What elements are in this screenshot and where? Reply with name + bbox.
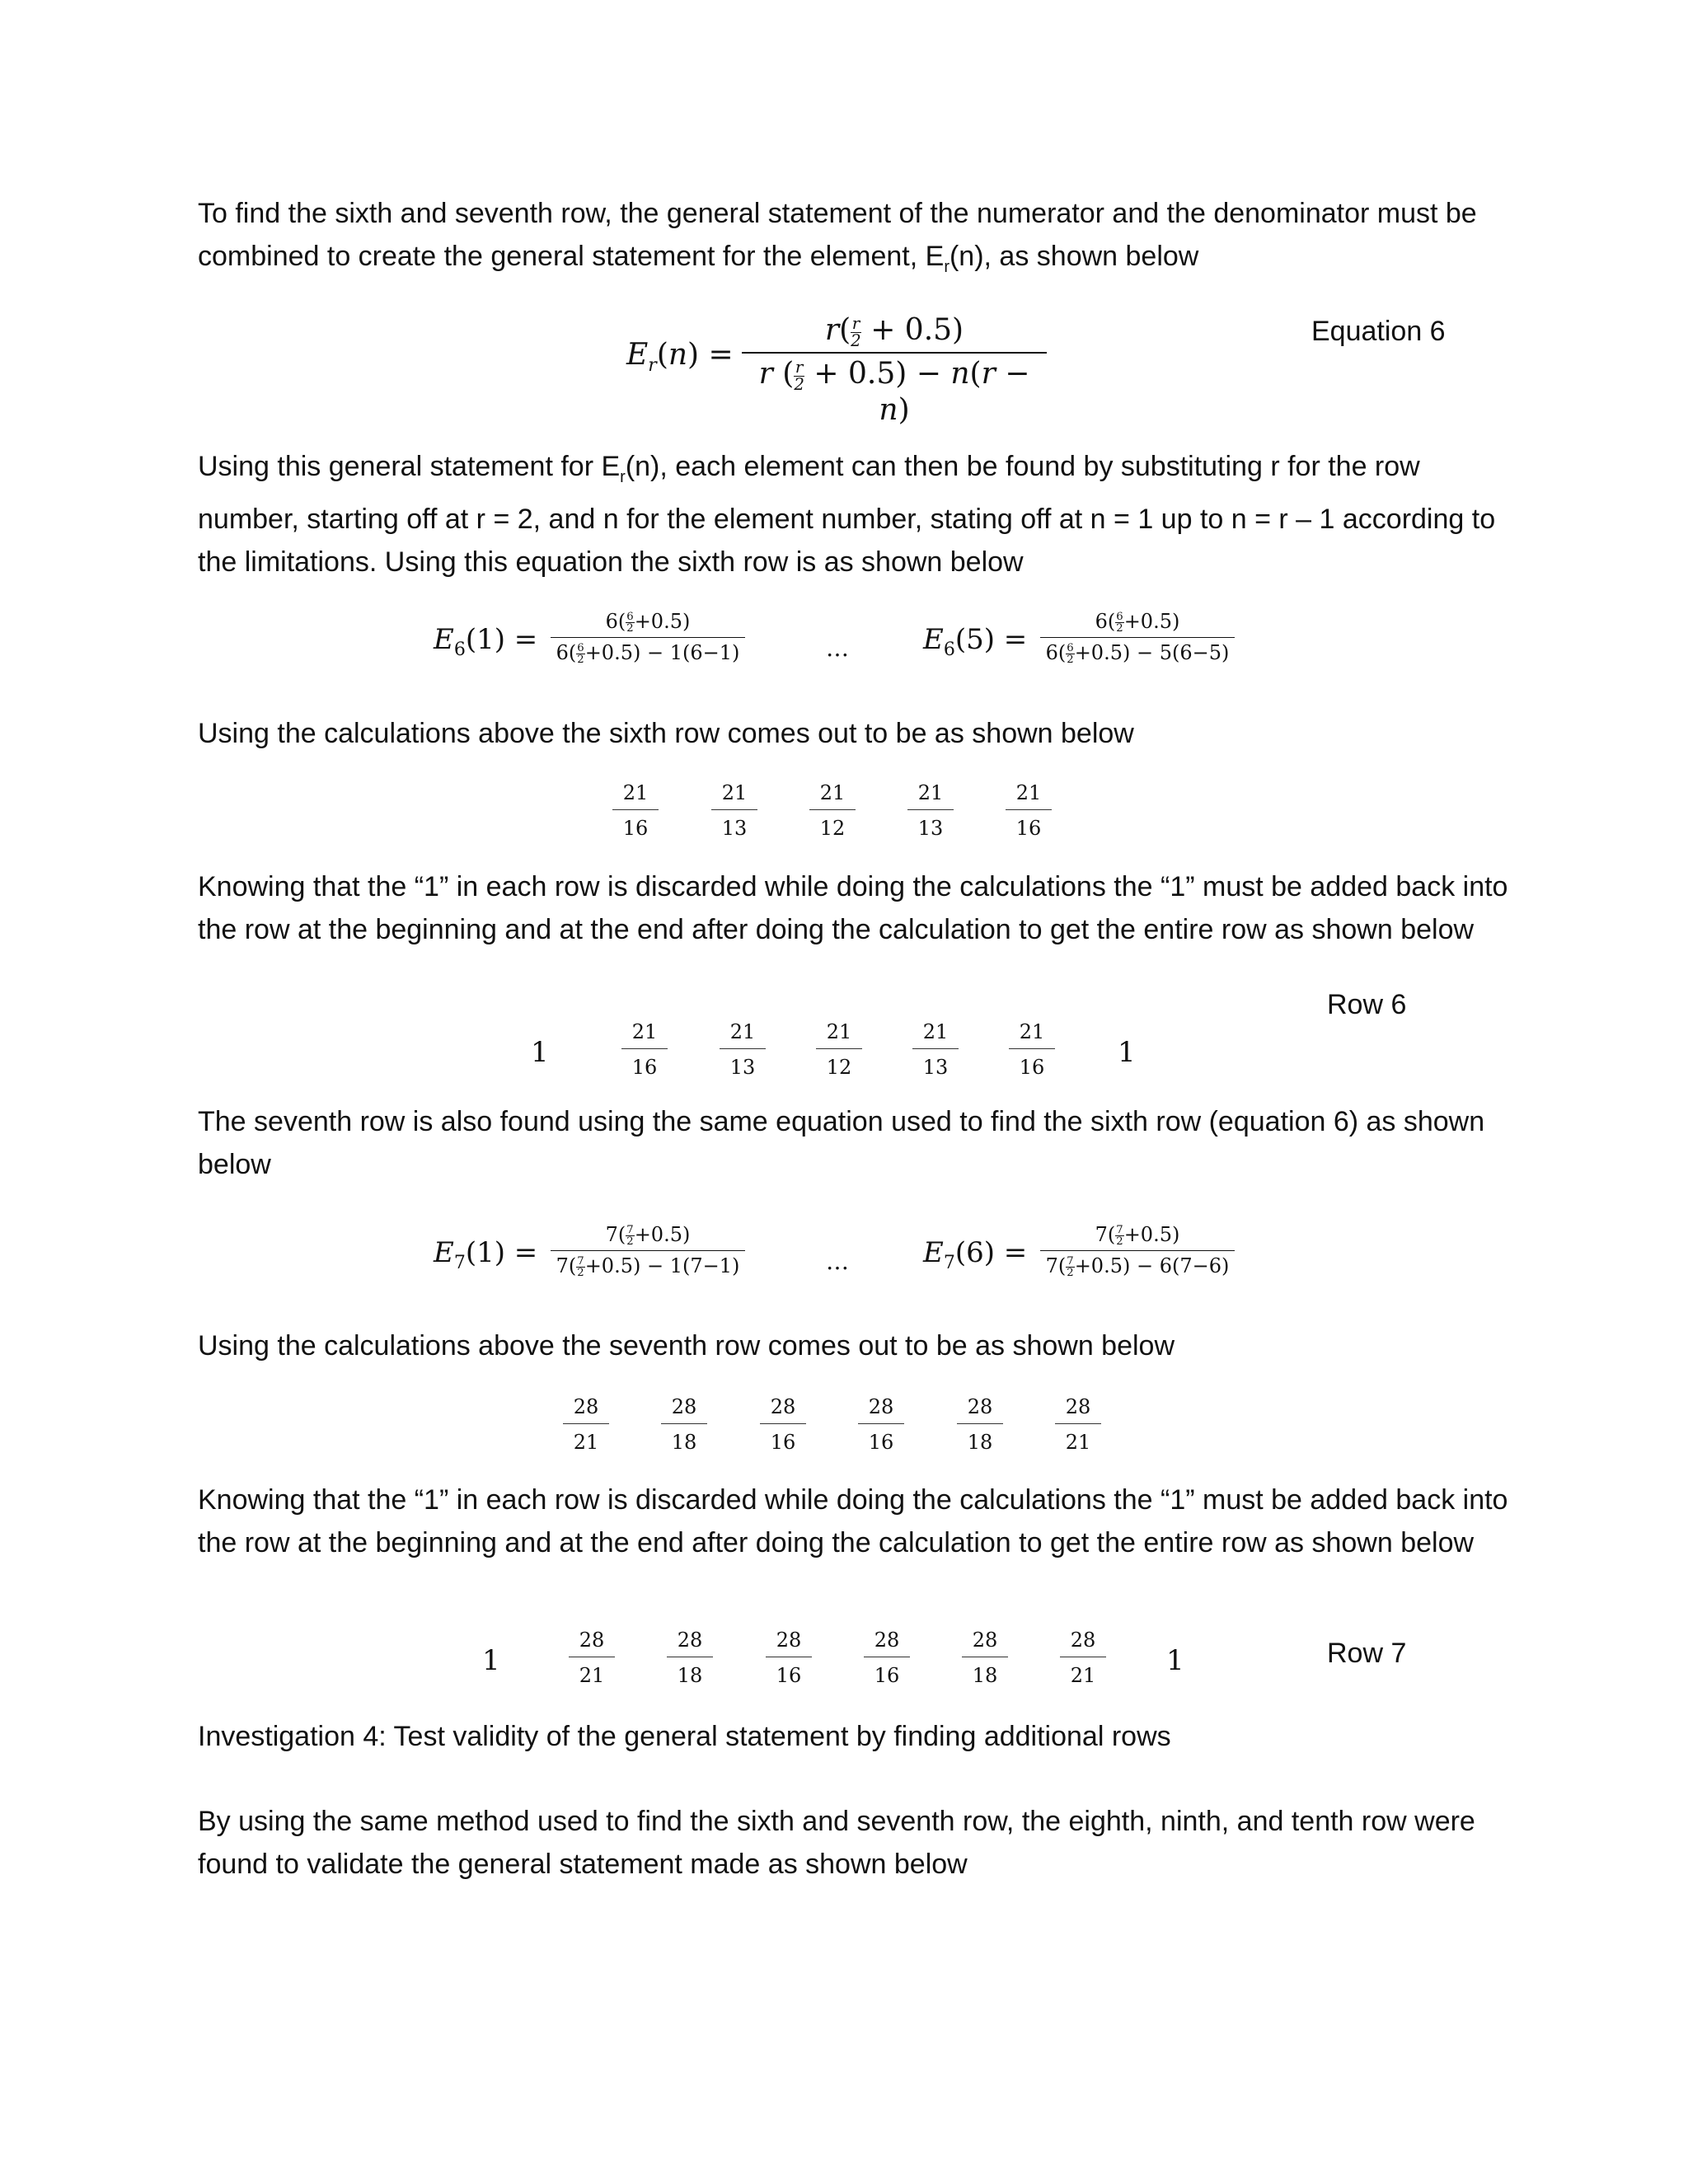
additional-rows-paragraph: By using the same method used to find the sixth and seventh row, the eighth, ninth, and tenth row were found to validate the general statement made as shown below xyxy=(198,1806,1475,1880)
e6-1-fraction xyxy=(551,610,745,665)
e7-1-denominator: 7( $\frac{7}{2}$ +0.5) − 1(7−1) xyxy=(556,1254,740,1280)
equation-numerator: r( $\frac{r}{2}$ + 0.5) xyxy=(742,313,1047,354)
row7a-frac-2: $\frac{28}{18}$ xyxy=(661,1395,707,1454)
row7a-frac-1: $\frac{28}{21}$ xyxy=(563,1395,609,1454)
investigation-4-heading: Investigation 4: Test validity of the general statement by finding additional rows xyxy=(198,1721,1171,1752)
row6a-frac-5: $\frac{21}{16}$ xyxy=(1006,781,1052,840)
equation-number-label: Equation 6 xyxy=(1311,316,1446,347)
e6-5-fraction xyxy=(1040,610,1235,665)
e7-1-fraction xyxy=(551,1223,745,1278)
general-equation xyxy=(742,313,1047,427)
ellipsis-7: … xyxy=(826,1248,849,1275)
e6-5-lhs: $E_6(5)$ = xyxy=(923,623,1028,660)
row7a-frac-3: $\frac{28}{16}$ xyxy=(760,1395,806,1454)
row6a-frac-2: $\frac{21}{13}$ xyxy=(711,781,757,840)
row7-frac-5: $\frac{28}{18}$ xyxy=(962,1629,1008,1687)
row6-one-left: 1 xyxy=(531,1036,549,1069)
ellipsis-6: … xyxy=(826,635,849,662)
row7-label: Row 7 xyxy=(1327,1638,1407,1669)
row6a-frac-4: $\frac{21}{13}$ xyxy=(907,781,954,840)
row6-frac-3: $\frac{21}{12}$ xyxy=(816,1020,862,1079)
e6-5-denominator: 6( $\frac{6}{2}$ +0.5) − 5(6−5) xyxy=(1045,641,1230,667)
row7-one-left: 1 xyxy=(482,1644,500,1677)
row6-frac-4: $\frac{21}{13}$ xyxy=(912,1020,959,1079)
e7-6-lhs: $E_7(6)$ = xyxy=(923,1236,1028,1273)
seventh-row-method: The seventh row is also found using the same equation used to find the sixth row (equation 6) as shown below xyxy=(198,1106,1485,1180)
row7-frac-4: $\frac{28}{16}$ xyxy=(864,1629,910,1687)
row7-frac-3: $\frac{28}{16}$ xyxy=(766,1629,812,1687)
e7-6-numerator: 7( $\frac{7}{2}$ +0.5) xyxy=(1040,1223,1235,1251)
e7-1-numerator: 7( $\frac{7}{2}$ +0.5) xyxy=(551,1223,745,1251)
substitution-paragraph: Using this general statement for $E_r(n)$, each element can then be found by substituting r for the row number, starting off at r = 2, and n for the element number, stating off at n = 1 up to n = r – 1 according to the limitations. Using this equation the sixth row is as shown below xyxy=(198,451,1496,578)
e6-1-numerator: 6( $\frac{6}{2}$ +0.5) xyxy=(551,610,745,638)
e7-6-fraction xyxy=(1040,1223,1235,1278)
row7a-frac-6: $\frac{28}{21}$ xyxy=(1055,1395,1101,1454)
row7-one-right: 1 xyxy=(1166,1644,1184,1677)
row6-frac-5: $\frac{21}{16}$ xyxy=(1009,1020,1055,1079)
row6-label: Row 6 xyxy=(1327,989,1407,1020)
row7a-frac-5: $\frac{28}{18}$ xyxy=(957,1395,1003,1454)
row7a-frac-4: $\frac{28}{16}$ xyxy=(858,1395,904,1454)
row6-one-right: 1 xyxy=(1118,1036,1136,1069)
e6-1-denominator: 6( $\frac{6}{2}$ +0.5) − 1(6−1) xyxy=(556,641,740,667)
row6-frac-2: $\frac{21}{13}$ xyxy=(720,1020,766,1079)
equation-lhs: $E_r(n)$ = xyxy=(626,338,734,377)
row7-frac-6: $\frac{28}{21}$ xyxy=(1060,1629,1106,1687)
row6a-frac-3: $\frac{21}{12}$ xyxy=(809,781,856,840)
e6-5-numerator: 6( $\frac{6}{2}$ +0.5) xyxy=(1040,610,1235,638)
row7-frac-1: $\frac{28}{21}$ xyxy=(569,1629,615,1687)
e6-1-lhs: $E_6(1)$ = xyxy=(434,623,538,660)
equation-denominator: r ( $\frac{r}{2}$ + 0.5) − n(r − n) xyxy=(758,357,1030,427)
e7-6-denominator: 7( $\frac{7}{2}$ +0.5) − 6(7−6) xyxy=(1045,1254,1230,1280)
add-ones-paragraph-6: Knowing that the “1” in each row is discarded while doing the calculations the “1” must be added back into the row at the beginning and at the end after doing the calculation to get the entire row as shown below xyxy=(198,871,1508,945)
e7-1-lhs: $E_7(1)$ = xyxy=(434,1236,538,1273)
row6-frac-1: $\frac{21}{16}$ xyxy=(621,1020,668,1079)
row6a-frac-1: $\frac{21}{16}$ xyxy=(612,781,659,840)
intro-paragraph: To find the sixth and seventh row, the general statement of the numerator and the denominator must be combined to create the general statement for the element, $E_r(n)$, as shown below xyxy=(198,198,1477,276)
row7-frac-2: $\frac{28}{18}$ xyxy=(667,1629,713,1687)
add-ones-paragraph-7: Knowing that the “1” in each row is discarded while doing the calculations the “1” must be added back into the row at the beginning and at the end after doing the calculation to get the entire row as shown below xyxy=(198,1484,1508,1558)
seventh-row-intro: Using the calculations above the seventh row comes out to be as shown below xyxy=(198,1330,1175,1361)
sixth-row-intro: Using the calculations above the sixth row comes out to be as shown below xyxy=(198,718,1134,749)
